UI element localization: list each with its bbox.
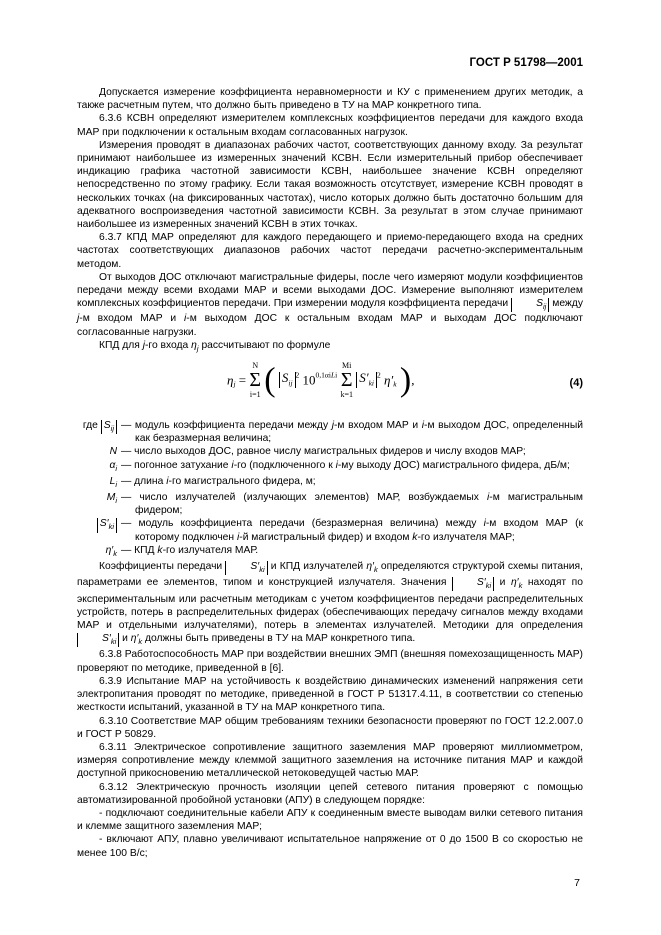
sum-bottom: k=1 xyxy=(340,389,353,399)
formula-number: (4) xyxy=(569,376,583,389)
symbol: η′ xyxy=(510,577,519,589)
text-run: -м выходом ДОС к остальным входам МАР и выходам ДОС подключают согласованные нагрузки. xyxy=(77,313,583,338)
text-run: -м входом МАР и xyxy=(79,313,177,325)
paragraph: 6.3.10 Соответствие МАР общим требованиям техники безопасности проверяют по ГОСТ 12.2.007.0 и ГОСТ Р 50829. xyxy=(77,715,583,740)
sum-top: Mi xyxy=(342,360,352,370)
text-run: Коэффициенты передачи xyxy=(99,561,223,573)
definition-symbol: $M_i$ xyxy=(106,492,117,506)
formula-tail: , xyxy=(411,372,415,388)
abs-symbol: $S'_{ki}$ xyxy=(77,633,119,647)
definition-item xyxy=(77,544,583,560)
definition-item xyxy=(77,445,583,458)
sum-operator xyxy=(340,361,353,399)
definition-item xyxy=(77,491,583,517)
paragraph xyxy=(77,339,583,355)
formula-eta-k: η′ xyxy=(383,372,394,388)
paragraph: 6.3.12 Электрическую прочность изоляции цепей сетевого питания проверяют с помощью автоматизированной пробойной установки (АПУ) в следующем порядке: xyxy=(77,781,583,806)
formula-lhs: η xyxy=(227,372,234,388)
symbol: S xyxy=(281,369,289,385)
document-body xyxy=(77,86,583,860)
text-run: и КПД излучателей xyxy=(270,561,364,573)
definition-text: — длина i-го магистрального фидера, м; xyxy=(121,475,316,487)
paragraph: 6.3.7 КПД МАР определяют для каждого передающего и приемо-передающего входа на средних частотах соответствующих диапазонов рабочих частот передачи расчетно-экспериментальным методом. xyxy=(77,232,583,270)
definition-symbol: где $S_{ij}$ xyxy=(77,419,117,445)
definition-text: — модуль коэффициента передачи между j-м входом МАР и i-м выходом ДОС, определенный как безразмерная величина; xyxy=(121,419,583,445)
sigma-icon: Σ xyxy=(340,368,353,391)
symbol: i xyxy=(184,313,187,325)
paragraph: - подключают соединительные кабели АПУ к соединенным вместе выводам вилки сетевого питания и клемме защитного заземления МАР; xyxy=(77,807,583,833)
paren-right-icon: ) xyxy=(399,361,412,399)
paragraph: Допускается измерение коэффициента неравномерности и КУ с применением других методик, а также расчетным путем, что должно быть приведено в ТУ на МАР конкретного типа. xyxy=(77,87,583,112)
text-run: КПД для xyxy=(99,339,140,351)
definition-symbol: $\eta'_k$ xyxy=(105,544,117,558)
definition-text: — число выходов ДОС, равное числу магистральных фидеров и числу входов МАР; xyxy=(121,446,526,458)
definition-item xyxy=(77,475,583,491)
symbol: η′ xyxy=(130,633,139,645)
symbol: η′ xyxy=(366,561,374,573)
subscript: k xyxy=(518,581,523,591)
definition-symbol: $\alpha_i$ xyxy=(109,459,117,473)
sum-operator xyxy=(249,361,261,399)
abs-symbol xyxy=(279,369,296,389)
text-run: и xyxy=(122,633,128,645)
text-run: находят по экспериментальным или расчетным методикам с учетом коэффициентов передачи распределительных устройств, потерь в распределительных фидерах (обеспечивающих передачу сигналов между входами МАР и отдельными излучателями), потерь в элементах излучателей. Методики для определения xyxy=(77,577,583,632)
standard-header: ГОСТ Р 51798—2001 xyxy=(469,57,583,69)
text-run: От выходов ДОС отключают магистральные фидеры, после чего измеряют модули коэффициентов передачи между всеми входами МАР и всеми выходами ДОС. Измерение выполняют измерителем комплексных коэффициентов передачи. При измерении модуля коэффициента передачи xyxy=(77,271,583,310)
paragraph: Измерения проводят в диапазонах рабочих частот, соответствующих данному входу. За результат принимают наибольшее из измеренных значений КСВН. Если измерительный прибор обеспечивает индикацию графика частотной зависимости КСВН, наибольшее значение КСВН определяют непосредственно по этому графику. Если такая возможность отсутствует, измерение КСВН проводят в нескольких точках (на фиксированных частотах), число которых должно быть достаточно большим для адекватного воспроизведения частотной зависимости КСВН. За результат в этом случае принимают наибольшее из измеренных значений КСВН в этих точках. xyxy=(77,139,583,231)
definition-text: — КПД k-го излучателя МАР. xyxy=(121,544,259,556)
power: 2 xyxy=(295,370,300,380)
formula-4 xyxy=(77,361,583,411)
text-run: и xyxy=(499,577,506,589)
subscript: k xyxy=(138,637,143,647)
definition-item xyxy=(77,419,583,445)
subscript: k xyxy=(393,379,397,389)
formula-ten: 10 xyxy=(302,372,316,388)
formula-lhs-sub: j xyxy=(233,379,236,389)
definition-symbol: $S'_{ki}$ xyxy=(77,517,117,543)
subscript: k xyxy=(373,565,378,575)
sum-top: N xyxy=(252,360,259,370)
paragraph: 6.3.11 Электрическое сопротивление защитного заземления МАР проверяют миллиомметром, измеряя сопротивление между клеммой защитного заземления на источнике питания МАР и каждой доступной прикосновению металлической нетоковедущей частью МАР. xyxy=(77,741,583,780)
text-run: должны быть приведены в ТУ на МАР конкретного типа. xyxy=(145,633,416,645)
definition-symbol: N xyxy=(109,446,117,458)
symbol: S xyxy=(536,298,543,310)
symbol: S′ xyxy=(359,369,369,385)
sum-bottom: i=1 xyxy=(249,389,261,399)
power: 2 xyxy=(376,370,381,380)
formula-body xyxy=(227,361,414,399)
text-run: рассчитывают по формуле xyxy=(201,339,331,351)
definition-text: — число излучателей (излучающих элементов) МАР, возбуждаемых i-м магистральным фидером; xyxy=(121,492,583,517)
sigma-icon: Σ xyxy=(249,368,262,391)
formula-exponent: 0,1αiLi xyxy=(315,370,338,380)
formula-eq: = xyxy=(238,372,247,388)
page-number: 7 xyxy=(574,877,580,889)
text-run: -го входа xyxy=(145,339,189,351)
paragraph: - включают АПУ, плавно увеличивают испытательное напряжение от 0 до 1500 В со скоростью не менее 100 В/с; xyxy=(77,834,583,859)
definition-text: — модуль коэффициента передачи (безразмерная величина) между i-м входом МАР (к которому подключен i-й магистральный фидер) и входом k-го излучателя МАР; xyxy=(121,518,583,543)
abs-symbol: $S'_{ki}$ xyxy=(225,561,267,575)
definitions-list xyxy=(77,419,583,560)
definition-item xyxy=(77,459,583,475)
subscript: ij xyxy=(288,378,293,388)
paragraph: 6.3.9 Испытание МАР на устойчивость к воздействию динамических изменений напряжения сети электропитания проводят по методике, приведенной в ГОСТ Р 51317.4.11, в соответствии со степенью жесткости испытаний, указанной в ТУ на МАР конкретного типа. xyxy=(77,675,583,714)
definition-item xyxy=(77,517,583,543)
text-run: между xyxy=(552,298,583,310)
subscript: j xyxy=(196,343,199,353)
paragraph xyxy=(77,560,583,648)
subscript: ki xyxy=(368,378,374,388)
paragraph: 6.3.8 Работоспособность МАР при воздействии внешних ЭМП (внешняя помехозащищенность МАР) проверяют по методике, приведенной в [6]. xyxy=(77,649,583,674)
symbol: j xyxy=(77,313,80,325)
paragraph xyxy=(77,271,583,339)
definition-text: — погонное затухание i-го (подключенного к i-му выходу ДОС) магистрального фидера, дБ/м; xyxy=(121,459,570,471)
abs-symbol xyxy=(511,298,549,312)
definition-symbol: $L_i$ xyxy=(109,475,117,489)
symbol: η xyxy=(191,339,197,351)
paragraph: 6.3.6 КСВН определяют измерителем комплексных коэффициентов передачи для каждого входа МАР при подключении к остальным входам согласованных нагрузок. xyxy=(77,113,583,138)
abs-symbol xyxy=(356,369,377,389)
subscript: ij xyxy=(542,302,547,312)
symbol: j xyxy=(142,339,145,351)
text-run: определяются структурой схемы питания, параметрами ее элементов, типом и конструкцией излучателя. Значения xyxy=(77,561,583,589)
paren-left-icon: ( xyxy=(264,361,276,399)
abs-symbol: $S'_{ki}$ xyxy=(452,577,494,591)
